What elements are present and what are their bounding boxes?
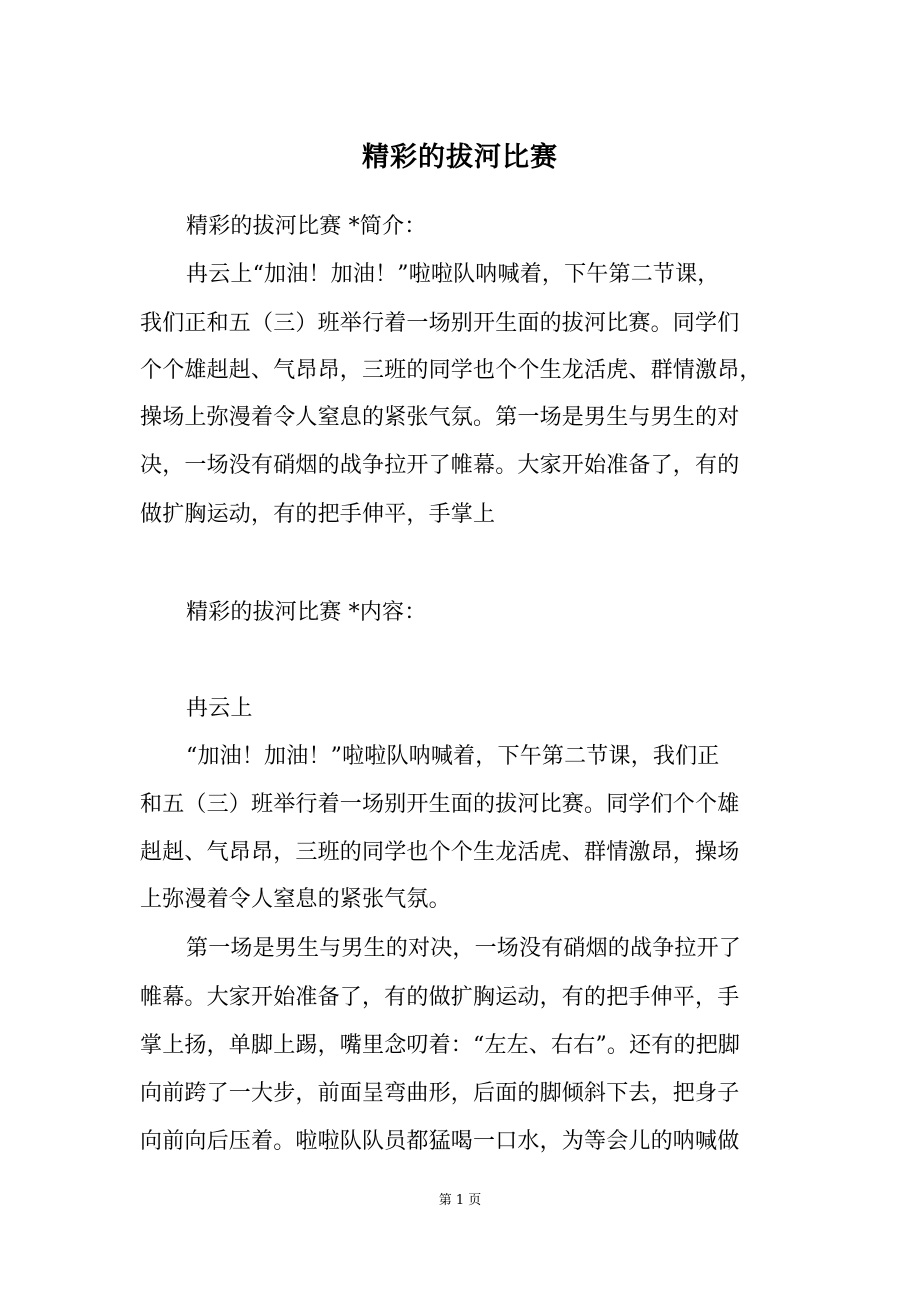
paragraph-line: 上弥漫着令人窒息的紧张气氛。 — [140, 887, 451, 912]
summary-line: 我们正和五（三）班举行着一场别开生面的拔河比赛。同学们 — [140, 311, 740, 336]
summary-line: 做扩胸运动，有的把手伸平，手掌上 — [140, 502, 496, 527]
paragraph-line: 掌上扬，单脚上踢，嘴里念叨着：“左左、右右”。还有的把脚 — [140, 1033, 741, 1058]
paragraph-line: 向前向后压着。啦啦队队员都猛喝一口水，为等会儿的呐喊做 — [140, 1129, 740, 1154]
paragraph-line: 赳赳、气昂昂，三班的同学也个个生龙活虎、群情激昂，操场 — [140, 840, 740, 865]
paragraph-line: 帷幕。大家开始准备了，有的做扩胸运动，有的把手伸平，手 — [140, 985, 740, 1010]
summary-heading: 精彩的拔河比赛 *简介： — [186, 214, 427, 239]
summary-line: 决，一场没有硝烟的战争拉开了帷幕。大家开始准备了，有的 — [140, 453, 740, 478]
summary-line: 操场上弥漫着令人窒息的紧张气氛。第一场是男生与男生的对 — [140, 405, 740, 430]
summary-line: 个个雄赳赳、气昂昂，三班的同学也个个生龙活虎、群情激昂， — [140, 358, 762, 383]
summary-line: 冉云上“加油！加油！”啦啦队呐喊着，下午第二节课， — [186, 262, 720, 287]
author-line: 冉云上 — [186, 696, 253, 721]
paragraph-line: “加油！加油！”啦啦队呐喊着，下午第二节课，我们正 — [186, 744, 720, 769]
paragraph-line: 第一场是男生与男生的对决，一场没有硝烟的战争拉开了 — [186, 936, 742, 961]
paragraph-line: 向前跨了一大步，前面呈弯曲形，后面的脚倾斜下去，把身子 — [140, 1081, 740, 1106]
page-footer: 第 1 页 — [438, 1193, 482, 1208]
page-title: 精彩的拔河比赛 — [362, 142, 558, 173]
content-heading: 精彩的拔河比赛 *内容： — [186, 600, 427, 625]
paragraph-line: 和五（三）班举行着一场别开生面的拔河比赛。同学们个个雄 — [140, 792, 740, 817]
